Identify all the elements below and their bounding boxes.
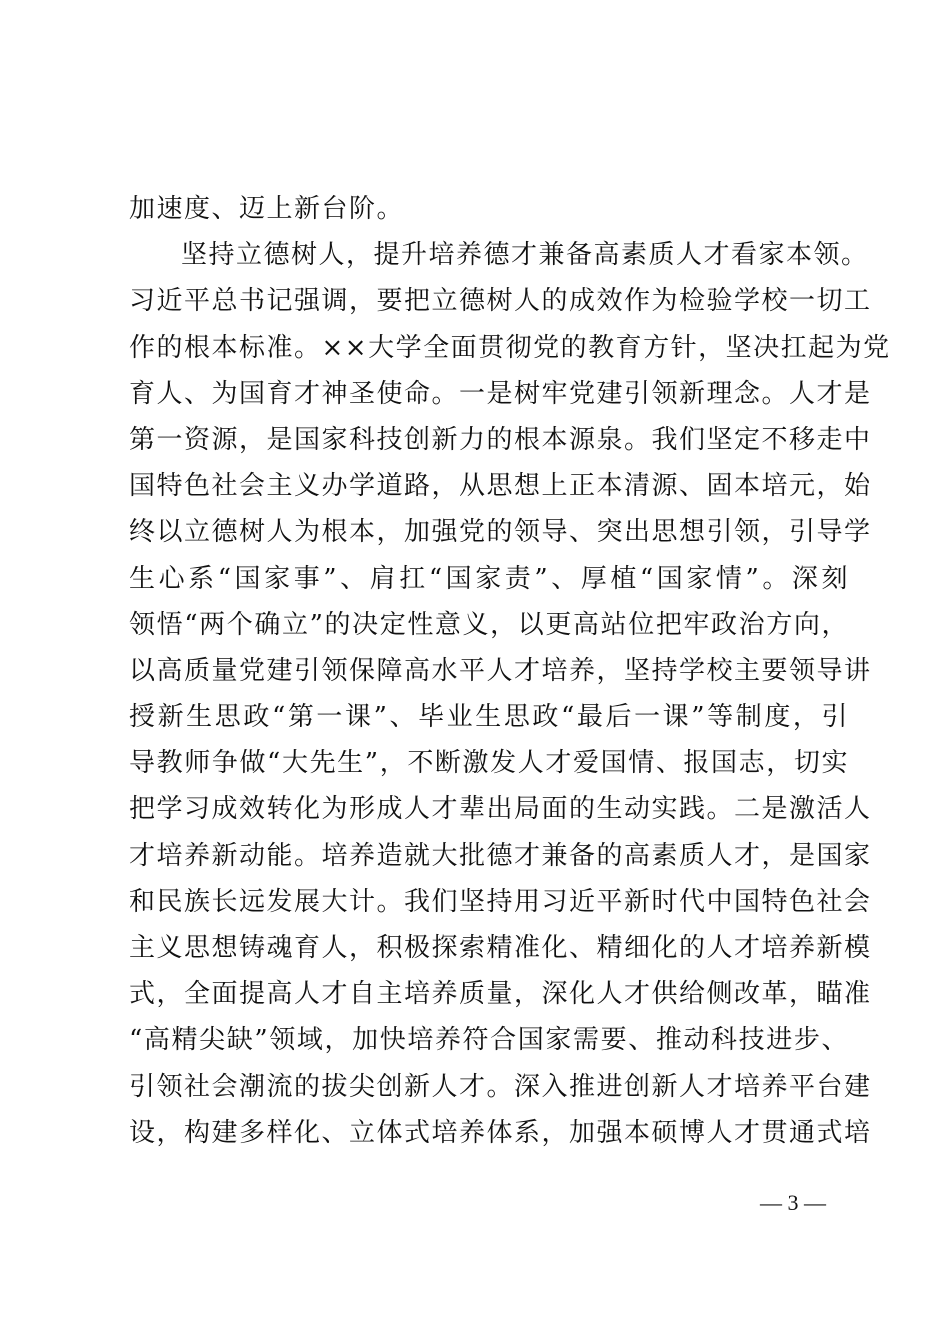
text-line: “高精尖缺”领域，加快培养符合国家需要、推动科技进步、 bbox=[129, 1025, 849, 1056]
text-line: 引领社会潮流的拔尖创新人才。深入推进创新人才培养平台建 bbox=[129, 1071, 872, 1102]
text-line: 终以立德树人为根本，加强党的领导、突出思想引领，引导学 bbox=[129, 517, 872, 548]
text-line: 加速度、迈上新台阶。 bbox=[129, 194, 405, 224]
text-line: 育人、为国育才神圣使命。一是树牢党建引领新理念。人才是 bbox=[129, 378, 872, 409]
text-line: 设，构建多样化、立体式培养体系，加强本硕博人才贯通式培 bbox=[129, 1117, 872, 1148]
body-text bbox=[129, 186, 891, 1156]
text-line: 习近平总书记强调，要把立德树人的成效作为检验学校一切工 bbox=[129, 286, 872, 317]
page-number: — 3 — bbox=[760, 1190, 826, 1215]
text-line: 第一资源，是国家科技创新力的根本源泉。我们坚定不移走中 bbox=[129, 424, 872, 455]
text-line: 和民族长远发展大计。我们坚持用习近平新时代中国特色社会 bbox=[129, 886, 872, 917]
text-line: 以高质量党建引领保障高水平人才培养，坚持学校主要领导讲 bbox=[129, 655, 872, 686]
text-line: 式，全面提高人才自主培养质量，深化人才供给侧改革，瞄准 bbox=[129, 979, 872, 1010]
text-line: 作的根本标准。××大学全面贯彻党的教育方针，坚决扛起为党 bbox=[129, 332, 891, 363]
text-line: 把学习成效转化为形成人才辈出局面的生动实践。二是激活人 bbox=[129, 794, 872, 825]
text-line: 领悟“两个确立”的决定性意义，以更高站位把牢政治方向， bbox=[129, 609, 849, 640]
paragraph-heading-line: 坚持立德树人，提升培养德才兼备高素质人才看家本领。 bbox=[181, 240, 869, 271]
text-line: 生心系“国家事”、肩扛“国家责”、厚植“国家情”。深刻 bbox=[129, 563, 849, 594]
text-line: 授新生思政“第一课”、毕业生思政“最后一课”等制度，引 bbox=[129, 702, 849, 733]
text-line: 才培养新动能。培养造就大批德才兼备的高素质人才，是国家 bbox=[129, 840, 872, 871]
text-line: 导教师争做“大先生”，不断激发人才爱国情、报国志，切实 bbox=[129, 748, 849, 779]
text-line: 主义思想铸魂育人，积极探索精准化、精细化的人才培养新模 bbox=[129, 933, 872, 963]
text-line: 国特色社会主义办学道路，从思想上正本清源、固本培元，始 bbox=[129, 471, 872, 502]
